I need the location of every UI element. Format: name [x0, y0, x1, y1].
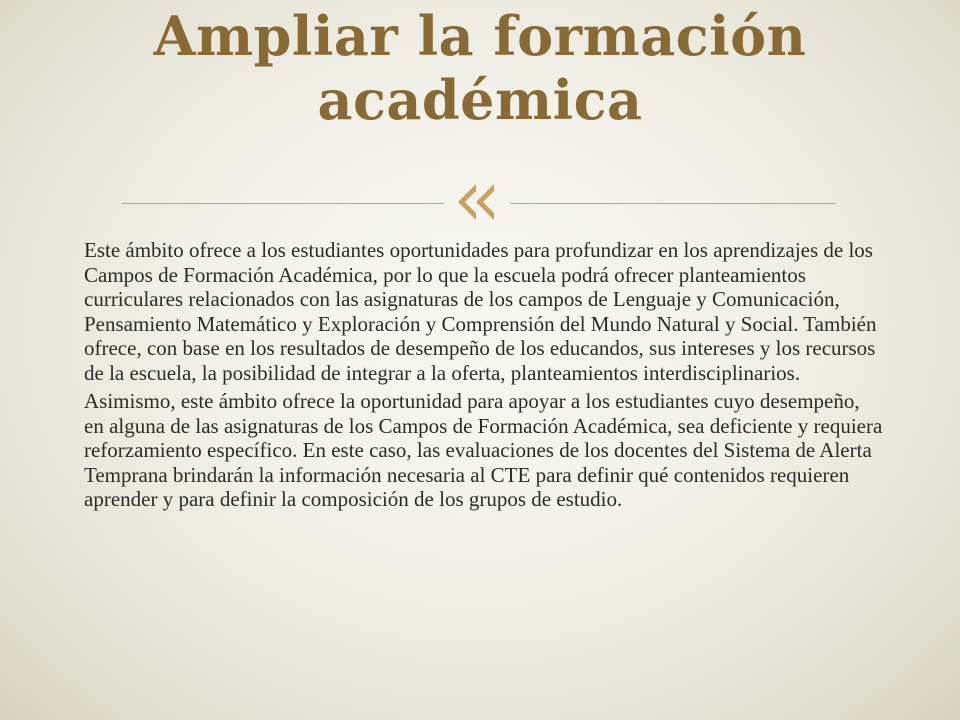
divider-right — [510, 203, 835, 204]
slide-title — [60, 4, 900, 132]
divider-left — [122, 203, 444, 204]
quote-ornament-icon — [446, 180, 506, 224]
paragraph-1: Este ámbito ofrece a los estudiantes oportunidades para profundizar en los aprendizajes de los Campos de Formación Académica, por lo que la escuela podrá ofrecer planteamientos curriculares relacionados con las asignaturas de los campos de Lenguaje y Comunicación, Pensamiento Matemático y Exploración y Comprensión del Mundo Natural y Social. También ofrece, con base en los resultados de desempeño de los educandos, sus intereses y los recursos de la escuela, la posibilidad de integrar a la oferta, planteamientos interdisciplinarios. — [84, 238, 877, 385]
paragraph-2: Asimismo, este ámbito ofrece la oportunidad para apoyar a los estudiantes cuyo desempeño, en alguna de las asignaturas de los Campos de Formación Académica, sea deficiente y requiera reforzamiento específico. En este caso, las evaluaciones de los docentes del Sistema de Alerta Temprana brindarán la información necesaria al CTE para definir qué contenidos requieren aprender y para definir la composición de los grupos de estudio. — [84, 389, 883, 511]
slide-title-line-1: Ampliar la formación — [153, 4, 807, 68]
slide-title-line-2: académica — [317, 68, 643, 132]
body-text — [84, 238, 884, 516]
